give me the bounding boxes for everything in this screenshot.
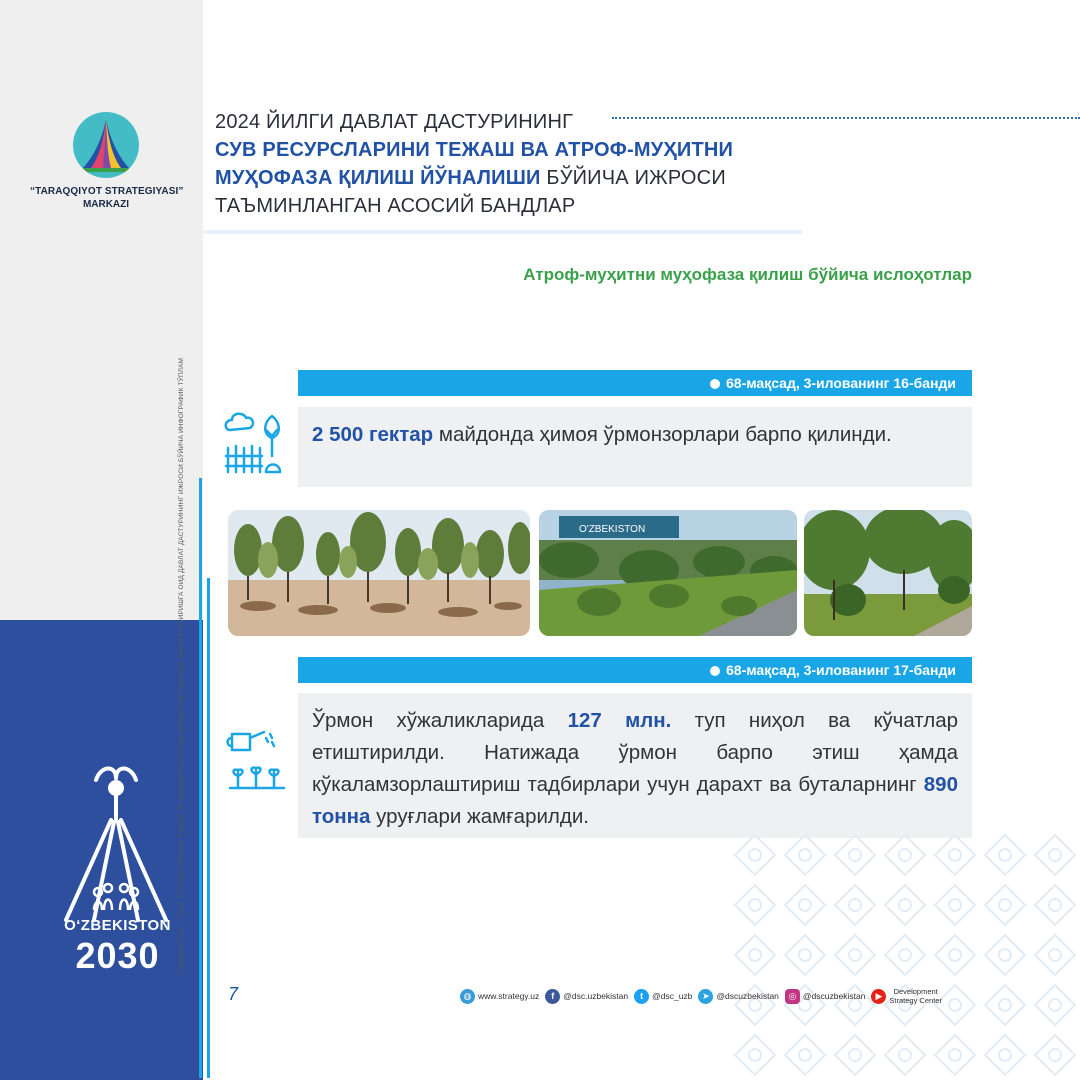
footer-facebook-text: @dsc.uzbekistan xyxy=(563,991,629,1001)
header-line-2-bold: СУВ РЕСУРСЛАРИНИ ТЕЖАШ ВА АТРОФ-МУҲИТНИ xyxy=(215,139,734,161)
instagram-icon: ◎ xyxy=(785,989,800,1004)
header-line-3 xyxy=(215,164,975,192)
logo-title: “TARAQQIYOT STRATEGIYASI” xyxy=(30,186,184,197)
telegram-icon: ➤ xyxy=(698,989,713,1004)
item-2-body-1: туп ниҳол ва кўчатлар етиштирилди. Натижада ўрмон барпо этиш ҳамда кўкаламзорлаштириш тадбирлари учун дарахт ва буталарнинг xyxy=(312,709,958,796)
watering-seedlings-icon xyxy=(224,726,290,792)
photo-sign-text: O'ZBEKISTON xyxy=(579,524,646,535)
item-2-highlight-1: 127 млн. xyxy=(567,709,672,732)
footer-instagram-text: @dscuzbekistan xyxy=(802,991,866,1001)
logo-circle-icon xyxy=(73,112,139,178)
footer-telegram-text: @dscuzbekistan xyxy=(716,991,779,1001)
left-sidebar xyxy=(0,0,203,1080)
header-line-3-bold: МУҲОФАЗА ҚИЛИШ ЙЎНАЛИШИ xyxy=(215,167,541,189)
item-1-card xyxy=(298,407,972,487)
item-2-body-2: уруғлари жамғарилди. xyxy=(370,805,590,828)
footer-web[interactable] xyxy=(460,989,539,1004)
vertical-accent-bar xyxy=(207,578,210,1078)
facebook-icon: f xyxy=(545,989,560,1004)
decorative-pattern xyxy=(730,830,1080,1080)
footer-youtube-line1: Development xyxy=(893,987,938,996)
header-line-4: ТАЪМИНЛАНГАН АСОСИЙ БАНДЛАР xyxy=(215,195,576,217)
item-1-text xyxy=(312,419,958,451)
item-1-body: майдонда ҳимоя ўрмонзорлари барпо қилинди. xyxy=(433,423,892,446)
footer-twitter[interactable] xyxy=(634,989,692,1004)
item-2-body-0: Ўрмон хўжаликларида xyxy=(312,709,568,732)
item-1-highlight: 2 500 гектар xyxy=(312,423,434,446)
item-2-card xyxy=(298,693,972,838)
footer-facebook[interactable] xyxy=(545,989,628,1004)
vertical-accent-bar xyxy=(199,478,202,1078)
footer-youtube[interactable] xyxy=(871,987,942,1005)
item-2-tag: 68-мақсад, 3-илованинг 17-банди xyxy=(726,662,956,678)
sidebar-top-panel xyxy=(0,0,203,620)
item-2-tag-bar xyxy=(298,657,972,683)
header-line-2 xyxy=(215,136,975,164)
vertical-caption: “ЎЗБЕКИСТОН — 2030” СТРАТЕГИЯСИНИ “ЁШЛАР ВА БИЗНЕСНИ ҚЎЛЛАБ-ҚУВВАТЛАШ ЙИЛИ”ДА АМАЛГА ОШИРИШГА ОИД ДАВЛАТ ДАСТУРИНИНГ ИЖРОСИ БЎЙИЧА ИНФОГРАФИК ТЎПЛАМ xyxy=(178,357,185,975)
footer-links xyxy=(460,986,948,1006)
bullet-dot-icon xyxy=(710,379,720,389)
item-2-highlight-2: 890 тонна xyxy=(312,773,958,828)
globe-icon: ◍ xyxy=(460,989,475,1004)
youtube-icon: ▶ xyxy=(871,989,886,1004)
footer-web-text: www.strategy.uz xyxy=(478,991,540,1001)
page-number: 7 xyxy=(228,984,239,1004)
photo-park-greenery xyxy=(539,510,797,636)
section-title: Атроф-муҳитни муҳофаза қилиш бўйича ислоҳотлар xyxy=(523,265,972,284)
photo-planted-trees xyxy=(228,510,530,636)
footer-twitter-text: @dsc_uzb xyxy=(652,991,693,1001)
item-1-tag: 68-мақсад, 3-илованинг 16-банди xyxy=(726,375,956,391)
footer-telegram[interactable] xyxy=(698,989,779,1004)
header-line-3-rest: БЎЙИЧА ИЖРОСИ xyxy=(540,167,726,189)
item-2-text xyxy=(312,705,958,833)
header-underline xyxy=(203,230,803,234)
twitter-icon: t xyxy=(634,989,649,1004)
item-1-tag-bar xyxy=(298,370,972,396)
brand-name: O‘ZBEKISTON xyxy=(64,917,171,934)
brand-year: 2030 xyxy=(75,935,160,976)
strategy-center-logo xyxy=(30,112,184,210)
logo-subtitle: MARKAZI xyxy=(82,199,130,210)
bullet-dot-icon xyxy=(710,666,720,676)
photo-garden-path xyxy=(804,510,972,636)
footer-youtube-text xyxy=(889,987,942,1005)
footer-youtube-line2: Strategy Center xyxy=(889,996,942,1005)
page-header xyxy=(215,108,975,220)
footer-instagram[interactable] xyxy=(785,989,866,1004)
tree-fence-icon xyxy=(222,408,288,478)
header-line-1: 2024 ЙИЛГИ ДАВЛАТ ДАСТУРИНИНГ xyxy=(215,111,574,133)
